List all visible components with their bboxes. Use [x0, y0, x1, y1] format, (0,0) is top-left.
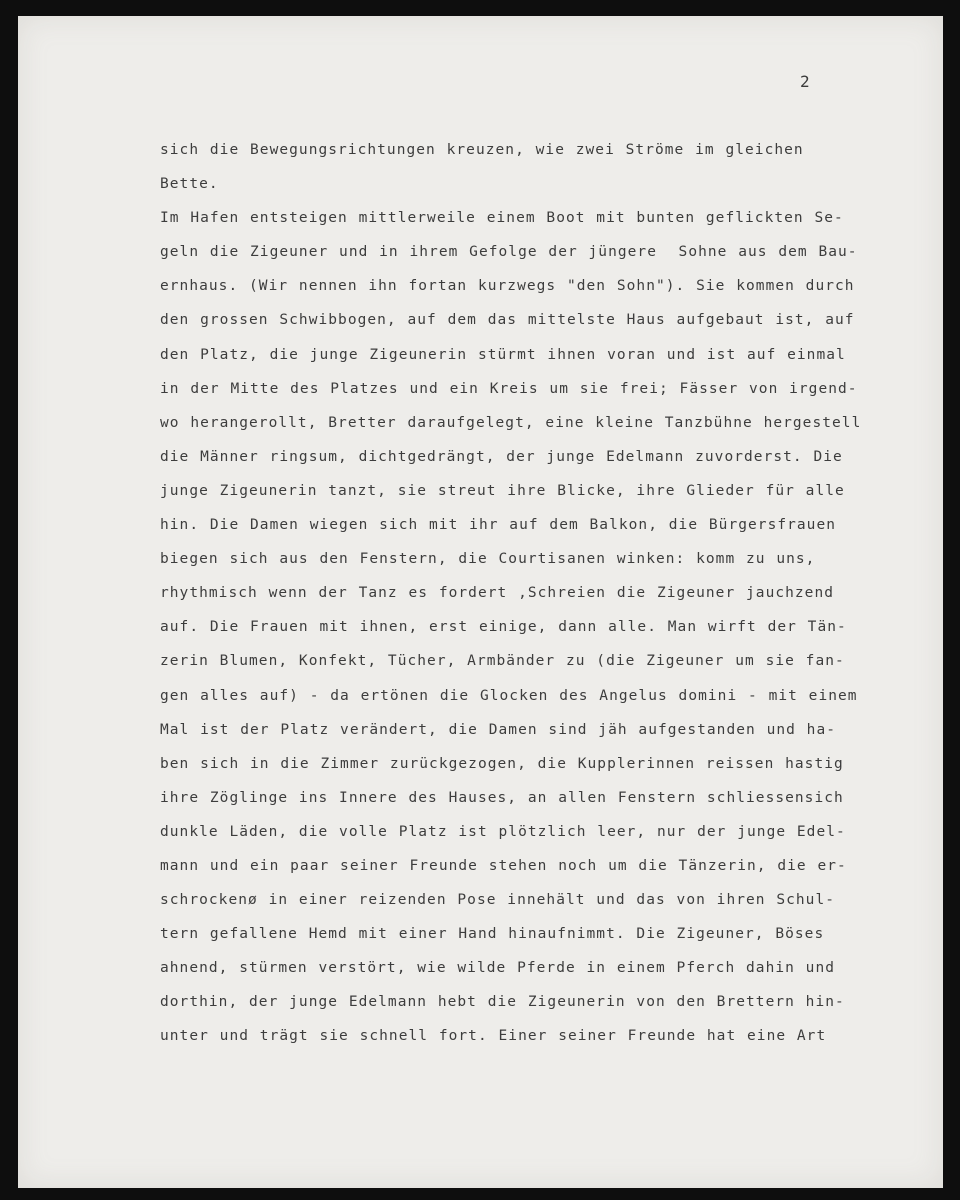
text-line: mann und ein paar seiner Freunde stehen noch um die Tänzerin, die er-	[160, 857, 847, 874]
page-number: 2	[800, 72, 811, 91]
text-line: ahnend, stürmen verstört, wie wilde Pferde in einem Pferch dahin und	[160, 960, 836, 977]
text-line: Mal ist der Platz verändert, die Damen sind jäh aufgestanden und ha-	[160, 721, 837, 738]
text-line: junge Zigeunerin tanzt, sie streut ihre Blicke, ihre Glieder für alle	[160, 482, 845, 499]
text-line: dorthin, der junge Edelmann hebt die Zigeunerin von den Brettern hin-	[160, 994, 845, 1011]
text-line: tern gefallene Hemd mit einer Hand hinaufnimmt. Die Zigeuner, Böses	[160, 926, 825, 943]
text-line: hin. Die Damen wiegen sich mit ihr auf dem Balkon, die Bürgersfrauen	[160, 517, 837, 534]
text-line: ernhaus. (Wir nennen ihn fortan kurzwegs "den Sohn"). Sie kommen durch	[160, 278, 855, 295]
text-line: rhythmisch wenn der Tanz es fordert ,Schreien die Zigeuner jauchzend	[160, 585, 835, 602]
text-line: die Männer ringsum, dichtgedrängt, der junge Edelmann zuvorderst. Die	[160, 448, 843, 465]
text-line: Im Hafen entsteigen mittlerweile einem Boot mit bunten geflickten Se-	[160, 210, 844, 227]
text-line: in der Mitte des Platzes und ein Kreis um sie frei; Fässer von irgend-	[160, 380, 858, 397]
text-line: schrockenø in einer reizenden Pose innehält und das von ihren Schul-	[160, 892, 836, 909]
text-line: sich die Bewegungsrichtungen kreuzen, wie zwei Ströme im gleichen	[160, 142, 804, 158]
text-line: ihre Zöglinge ins Innere des Hauses, an allen Fenstern schliessensich	[160, 789, 844, 806]
body-text	[160, 133, 861, 1054]
text-line: unter und trägt sie schnell fort. Einer seiner Freunde hat eine Art	[160, 1028, 827, 1045]
text-line: den Platz, die junge Zigeunerin stürmt ihnen voran und ist auf einmal	[160, 346, 846, 363]
text-line: den grossen Schwibbogen, auf dem das mittelste Haus aufgebaut ist, auf	[160, 312, 855, 329]
text-line: wo herangerollt, Bretter daraufgelegt, eine kleine Tanzbühne hergestell	[160, 414, 862, 431]
text-line: ben sich in die Zimmer zurückgezogen, die Kupplerinnen reissen hastig	[160, 755, 844, 772]
text-line: gen alles auf) - da ertönen die Glocken des Angelus domini - mit einem	[160, 687, 858, 704]
text-line: Bette.	[160, 176, 219, 193]
text-line: geln die Zigeuner und in ihrem Gefolge der jüngere Sohne aus dem Bau-	[160, 244, 858, 261]
text-line: dunkle Läden, die volle Platz ist plötzlich leer, nur der junge Edel-	[160, 823, 846, 840]
text-line: auf. Die Frauen mit ihnen, erst einige, dann alle. Man wirft der Tän-	[160, 619, 847, 636]
text-line: zerin Blumen, Konfekt, Tücher, Armbänder zu (die Zigeuner um sie fan-	[160, 653, 845, 670]
text-line: biegen sich aus den Fenstern, die Courtisanen winken: komm zu uns,	[160, 551, 816, 568]
